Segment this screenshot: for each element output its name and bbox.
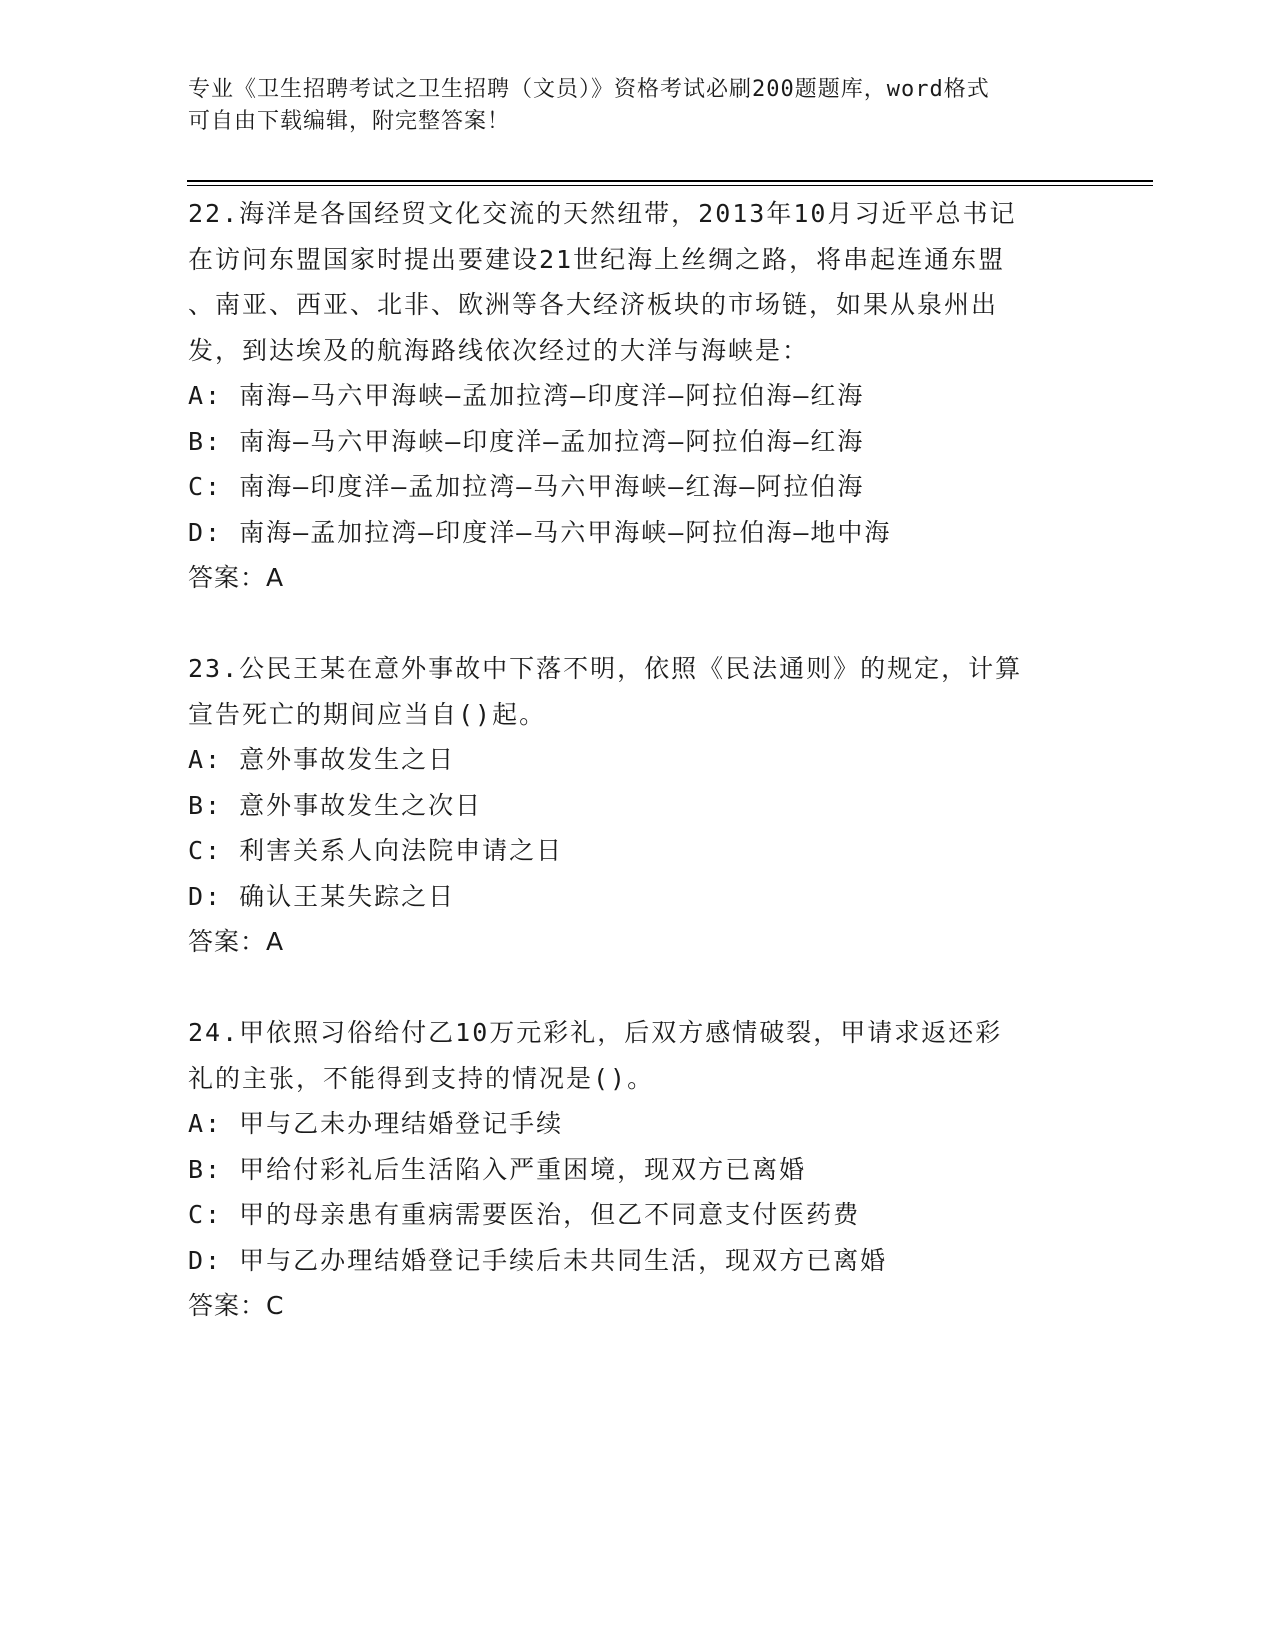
option-b: B: 南海—马六甲海峡—印度洋—孟加拉湾—阿拉伯海—红海	[188, 426, 865, 456]
question-stem-line: 礼的主张，不能得到支持的情况是()。	[188, 1063, 655, 1093]
header-divider-thick	[187, 180, 1153, 182]
question-spacer	[188, 965, 1088, 1011]
option-b: B: 意外事故发生之次日	[188, 790, 483, 820]
option-b: B: 甲给付彩礼后生活陷入严重困境，现双方已离婚	[188, 1154, 807, 1184]
answer-line: 答案：A	[188, 927, 285, 956]
question-24	[188, 1010, 1088, 1329]
option-d: D: 甲与乙办理结婚登记手续后未共同生活，现双方已离婚	[188, 1245, 888, 1275]
question-stem-line: 在访问东盟国家时提出要建设21世纪海上丝绸之路，将串起连通东盟	[188, 244, 1006, 274]
option-c: C: 利害关系人向法院申请之日	[188, 836, 564, 865]
header-divider-thin	[187, 185, 1153, 186]
option-a: A: 南海—马六甲海峡—孟加拉湾—印度洋—阿拉伯海—红海	[188, 381, 865, 410]
header-line-2: 可自由下载编辑，附完整答案！	[188, 109, 511, 134]
question-spacer	[188, 601, 1088, 647]
question-23	[188, 646, 1088, 965]
option-d: D: 南海—孟加拉湾—印度洋—马六甲海峡—阿拉伯海—地中海	[188, 517, 892, 547]
option-d: D: 确认王某失踪之日	[188, 881, 456, 911]
question-stem-line: 23.公民王某在意外事故中下落不明，依照《民法通则》的规定，计算	[188, 654, 1023, 683]
option-c: C: 甲的母亲患有重病需要医治，但乙不同意支付医药费	[188, 1200, 861, 1229]
document-header	[188, 74, 1088, 138]
question-stem-line: 宣告死亡的期间应当自()起。	[188, 699, 547, 729]
option-a: A: 意外事故发生之日	[188, 745, 456, 774]
question-22	[188, 191, 1088, 601]
question-stem-line: 24.甲依照习俗给付乙10万元彩礼，后双方感情破裂，甲请求返还彩	[188, 1018, 1003, 1047]
question-stem-line: 发，到达埃及的航海路线依次经过的大洋与海峡是：	[188, 335, 810, 365]
question-stem-line: 、南亚、西亚、北非、欧洲等各大经济板块的市场链，如果从泉州出	[188, 290, 999, 319]
answer-line: 答案：C	[188, 1291, 285, 1320]
answer-line: 答案：A	[188, 563, 285, 592]
header-line-1: 专业《卫生招聘考试之卫生招聘（文员）》资格考试必刷200题题库，word格式	[188, 77, 990, 102]
question-list	[188, 191, 1088, 1329]
option-a: A: 甲与乙未办理结婚登记手续	[188, 1109, 564, 1138]
question-stem-line: 22.海洋是各国经贸文化交流的天然纽带，2013年10月习近平总书记	[188, 199, 1017, 228]
option-c: C: 南海—印度洋—孟加拉湾—马六甲海峡—红海—阿拉伯海	[188, 472, 865, 501]
